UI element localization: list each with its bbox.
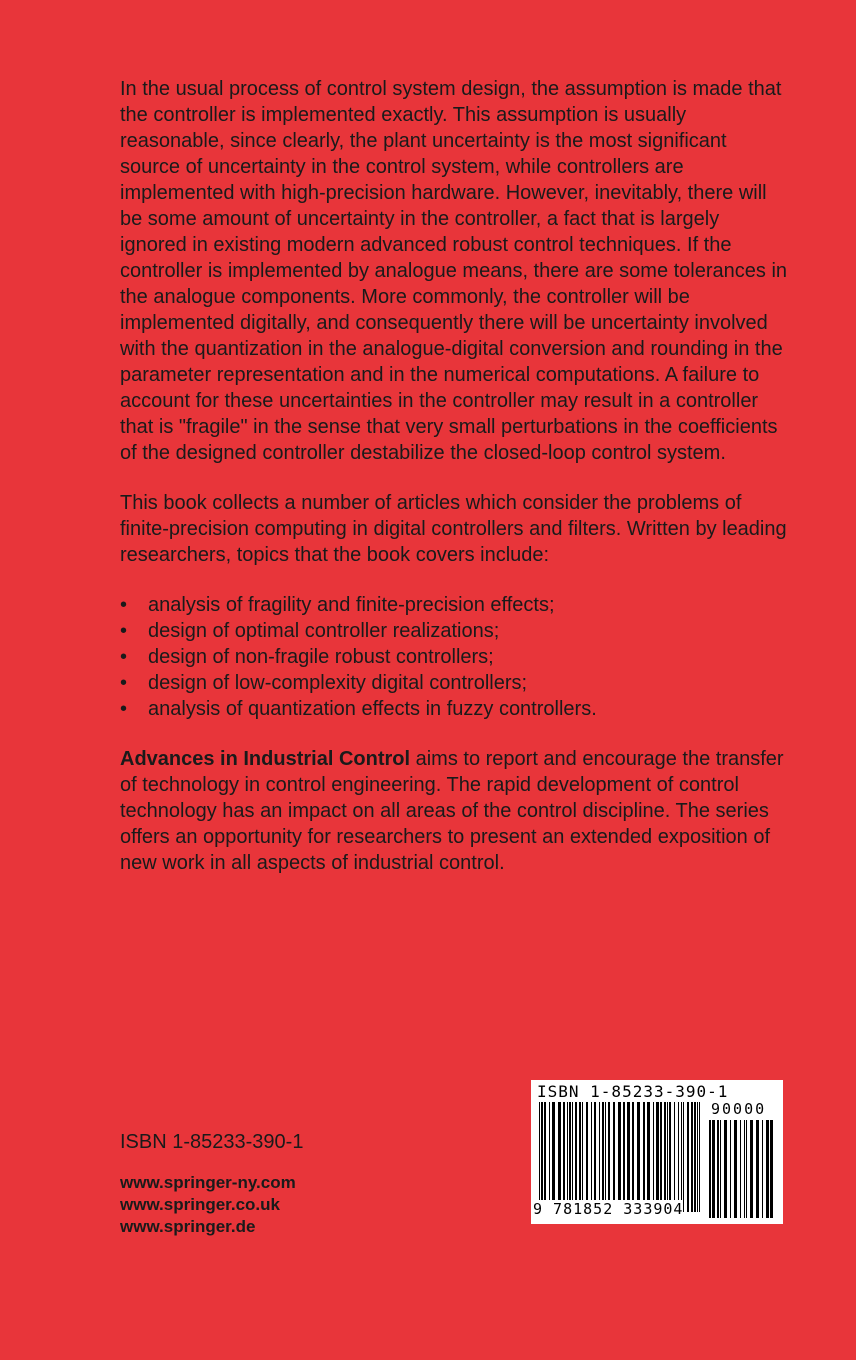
barcode-bar — [697, 1102, 698, 1212]
publisher-websites — [120, 1172, 296, 1238]
ean-barcode-bars — [539, 1102, 703, 1212]
barcode-bar — [744, 1120, 745, 1218]
barcode-bar — [678, 1102, 679, 1212]
barcode-bar — [549, 1102, 550, 1212]
list-item — [120, 592, 790, 618]
website-de: www.springer.de — [120, 1217, 256, 1236]
barcode-ean-digits: 9 781852 333904 — [533, 1200, 684, 1218]
barcode-bar — [623, 1102, 625, 1212]
list-item-text: design of low-complexity digital controllers; — [148, 672, 528, 694]
barcode-bar — [691, 1102, 693, 1212]
barcode-bar — [656, 1102, 659, 1212]
barcode-bar — [683, 1102, 684, 1212]
bullet-icon: • — [120, 620, 128, 642]
barcode-bar — [567, 1102, 568, 1212]
barcode-bar — [762, 1120, 763, 1218]
barcode-bar — [694, 1102, 696, 1212]
barcode-bar — [667, 1102, 668, 1212]
list-item — [120, 696, 790, 722]
barcode-bar — [681, 1102, 682, 1212]
summary-paragraph: This book collects a number of articles which consider the problems of finite-precision computing in digital controllers and filters. Written by leading researchers, topics that the book covers include: — [120, 492, 787, 566]
barcode-bar — [687, 1102, 689, 1212]
barcode-bar — [579, 1102, 581, 1212]
barcode-bar — [724, 1120, 727, 1218]
isbn-text: ISBN 1-85233-390-1 — [120, 1131, 304, 1153]
barcode-bar — [717, 1120, 719, 1218]
barcode-bar — [591, 1102, 592, 1212]
bullet-icon: • — [120, 698, 128, 720]
list-item-text: design of non-fragile robust controllers; — [148, 646, 494, 668]
barcode-bar — [669, 1102, 671, 1212]
topics-list — [120, 592, 790, 722]
website-uk: www.springer.co.uk — [120, 1195, 280, 1214]
barcode-bar — [699, 1102, 700, 1212]
barcode-bar — [544, 1102, 546, 1212]
list-item-text: design of optimal controller realizations; — [148, 620, 500, 642]
barcode-bar — [730, 1120, 731, 1218]
barcode-bar — [605, 1102, 606, 1212]
barcode-bar — [541, 1102, 543, 1212]
barcode-bar — [608, 1102, 610, 1212]
barcode-bar — [539, 1102, 540, 1212]
barcode-bar — [712, 1120, 715, 1218]
barcode-bar — [569, 1102, 571, 1212]
barcode-bar — [613, 1102, 615, 1212]
barcode-bar — [664, 1102, 666, 1212]
barcode-bar — [602, 1102, 604, 1212]
bullet-icon: • — [120, 594, 128, 616]
bullet-icon: • — [120, 646, 128, 668]
barcode-bar — [632, 1102, 634, 1212]
series-name: Advances in Industrial Control — [120, 748, 411, 770]
barcode-bar — [750, 1120, 753, 1218]
barcode-bar — [756, 1120, 759, 1218]
bullet-icon: • — [120, 672, 128, 694]
blurb — [120, 76, 790, 876]
list-item-text: analysis of fragility and finite-precision effects; — [148, 594, 555, 616]
barcode-bar — [618, 1102, 621, 1212]
barcode-bar — [746, 1120, 747, 1218]
barcode-bar — [770, 1120, 773, 1218]
list-item — [120, 644, 790, 670]
barcode-bar — [563, 1102, 565, 1212]
barcode-bar — [720, 1120, 721, 1218]
barcode-bar — [572, 1102, 573, 1212]
addon-barcode-bars — [709, 1120, 777, 1218]
barcode-bar — [594, 1102, 596, 1212]
series-description: aims to report and encourage the transfer of technology in control engineering. The rapid development of control technology has an impact on all areas of the control discipline. The series offers an opportunity for researchers to present an extended exposition of new work in all aspects of industrial control. — [120, 748, 784, 874]
barcode-bar — [582, 1102, 583, 1212]
barcode-bar — [637, 1102, 640, 1212]
website-us: www.springer-ny.com — [120, 1173, 296, 1192]
barcode-bar — [558, 1102, 561, 1212]
list-item-text: analysis of quantization effects in fuzzy controllers. — [148, 698, 597, 720]
series-paragraph — [120, 746, 790, 876]
barcode-bar — [734, 1120, 737, 1218]
barcode — [531, 1080, 783, 1224]
barcode-addon-digits: 90000 — [711, 1100, 767, 1118]
barcode-bar — [627, 1102, 630, 1212]
intro-paragraph: In the usual process of control system design, the assumption is made that the controller is implemented exactly. This assumption is usually reasonable, since clearly, the plant uncertainty is the most significant source of uncertainty in the control system, while controllers are implemented with high-precision hardware. However, inevitably, there will be some amount of uncertainty in the controller, a fact that is largely ignored in existing modern advanced robust control techniques. If the controller is implemented by analogue means, there are some tolerances in the analogue components. More commonly, the controller will be implemented digitally, and consequently there will be uncertainty involved with the quantization in the analogue-digital conversion and rounding in the parameter representation and in the numerical computations. A failure to account for these uncertainties in the controller may result in a controller that is "fragile" in the sense that very small perturbations in the coefficients of the designed controller destabilize the closed-loop control system. — [120, 78, 788, 464]
barcode-bar — [643, 1102, 645, 1212]
barcode-bar — [586, 1102, 588, 1212]
barcode-bar — [740, 1120, 741, 1218]
barcode-bar — [766, 1120, 769, 1218]
list-item — [120, 618, 790, 644]
barcode-bar — [709, 1120, 711, 1218]
barcode-isbn-label: ISBN 1-85233-390-1 — [537, 1082, 729, 1101]
barcode-bar — [653, 1102, 654, 1212]
barcode-bar — [674, 1102, 675, 1212]
barcode-bar — [647, 1102, 650, 1212]
list-item — [120, 670, 790, 696]
barcode-bar — [552, 1102, 555, 1212]
barcode-bar — [660, 1102, 662, 1212]
barcode-bar — [575, 1102, 577, 1212]
barcode-bar — [599, 1102, 600, 1212]
